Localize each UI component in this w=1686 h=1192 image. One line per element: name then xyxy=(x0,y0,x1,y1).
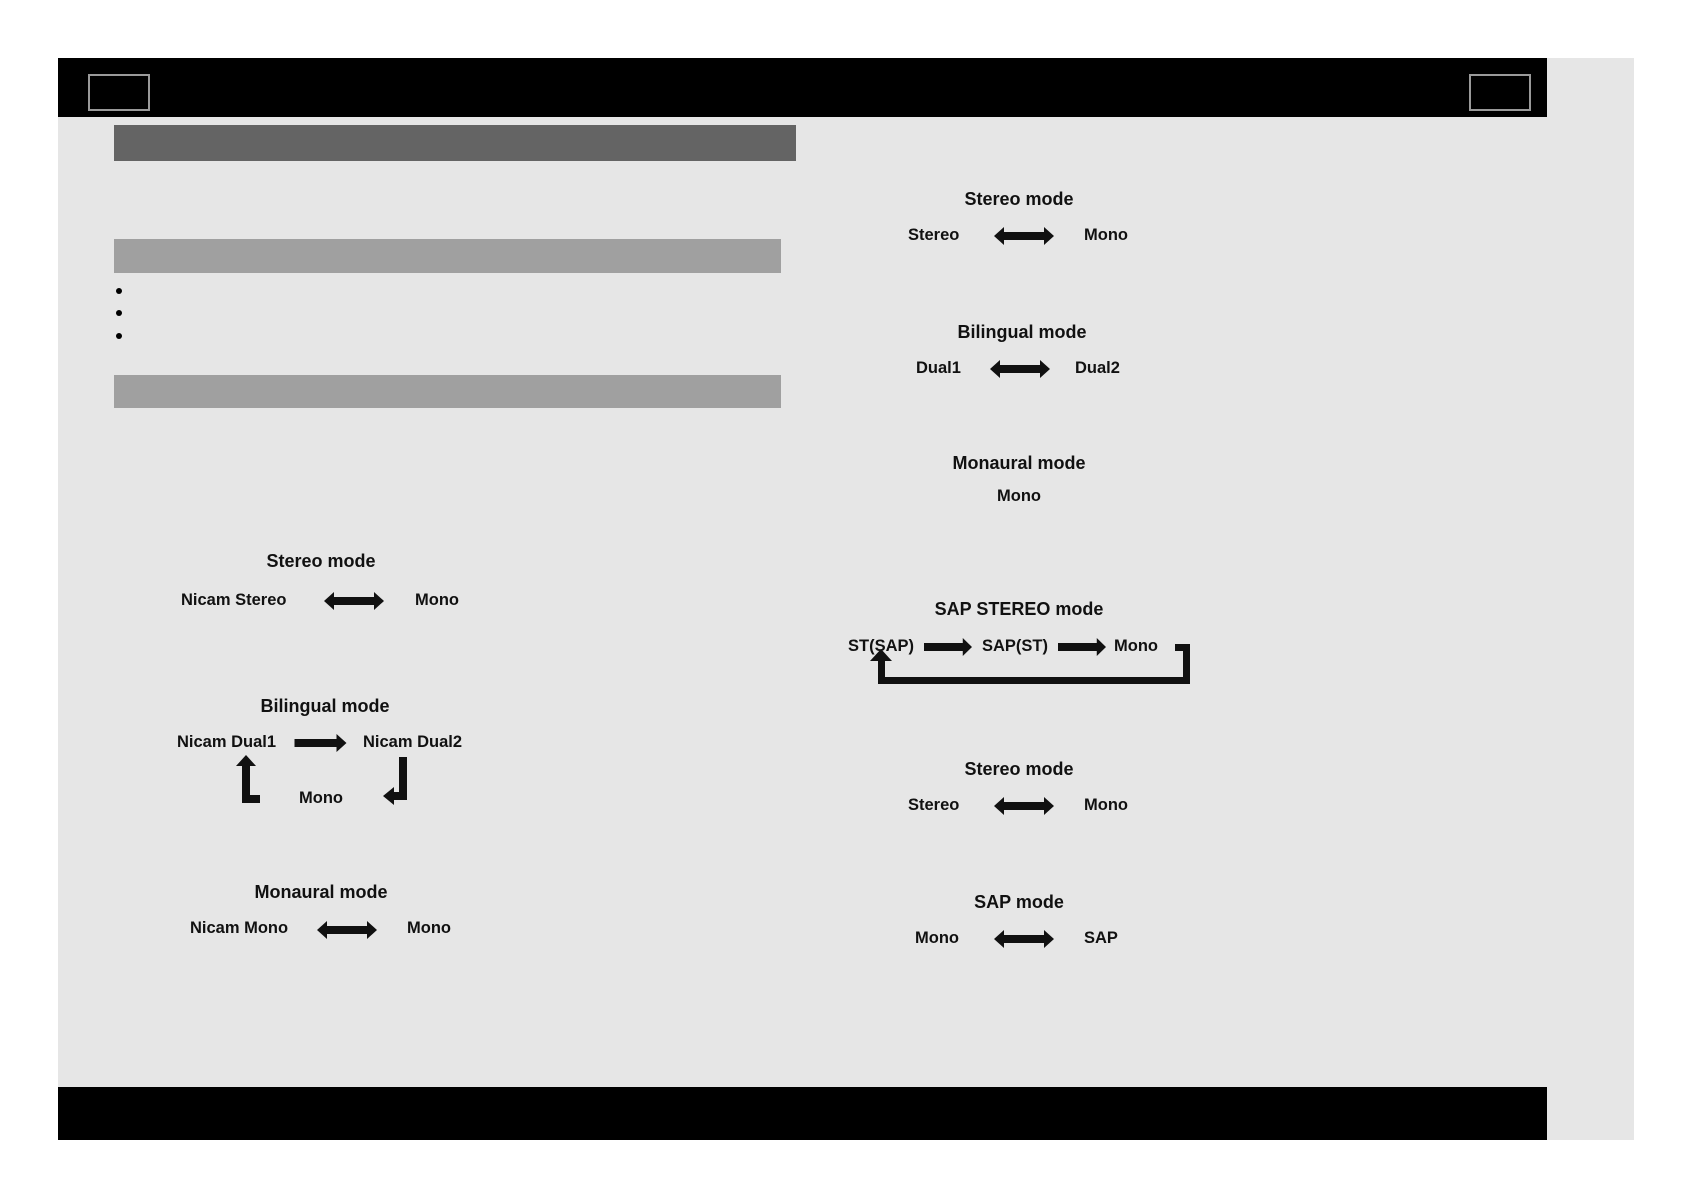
mode-title: SAP STEREO mode xyxy=(934,599,1104,619)
mode-label: SAP xyxy=(1084,929,1118,947)
footer-bar xyxy=(58,1087,1547,1140)
mode-label: Mono xyxy=(1084,796,1128,814)
return-arrow-icon xyxy=(236,755,262,803)
mode-label: Dual2 xyxy=(1075,359,1120,377)
mode-label: Dual1 xyxy=(916,359,961,377)
right-arrow-icon xyxy=(294,733,347,753)
return-arrow-icon xyxy=(383,757,409,805)
bullet-point xyxy=(116,310,122,316)
mode-label: Mono xyxy=(1114,637,1158,655)
mode-title: Monaural mode xyxy=(254,882,388,902)
mode-label: Nicam Dual1 xyxy=(177,733,277,751)
double-arrow-icon xyxy=(993,226,1055,246)
page-number-box-left xyxy=(88,74,150,111)
mode-title: Bilingual mode xyxy=(957,322,1087,342)
mode-label: Nicam Dual2 xyxy=(363,733,463,751)
mode-label: Mono xyxy=(1084,226,1128,244)
bullet-point xyxy=(116,333,122,339)
mode-label: SAP(ST) xyxy=(982,637,1048,655)
mode-label: ST(SAP) xyxy=(848,637,914,655)
mode-label: Nicam Mono xyxy=(190,919,289,937)
mode-label: Mono xyxy=(299,789,343,807)
loop-arrow-icon xyxy=(870,642,1194,684)
mode-label: Stereo xyxy=(908,796,960,814)
mode-title: Monaural mode xyxy=(952,453,1086,473)
page-number-box-right xyxy=(1469,74,1531,111)
page-background xyxy=(58,58,1634,1140)
double-arrow-icon xyxy=(993,796,1055,816)
header-bar xyxy=(58,58,1547,117)
mode-label: Nicam Stereo xyxy=(181,591,287,609)
mode-title: Stereo mode xyxy=(266,551,376,571)
mode-label: Mono xyxy=(997,487,1041,505)
section-heading-bar xyxy=(114,125,796,161)
double-arrow-icon xyxy=(316,920,378,940)
double-arrow-icon xyxy=(993,929,1055,949)
mode-title: Stereo mode xyxy=(964,759,1074,779)
mode-label: Mono xyxy=(407,919,451,937)
mode-title: Stereo mode xyxy=(964,189,1074,209)
mode-label: Mono xyxy=(915,929,959,947)
subsection-heading-bar-2 xyxy=(114,375,781,408)
mode-label: Stereo xyxy=(908,226,960,244)
subsection-heading-bar-1 xyxy=(114,239,781,273)
mode-label: Mono xyxy=(415,591,459,609)
mode-title: SAP mode xyxy=(974,892,1064,912)
double-arrow-icon xyxy=(989,359,1051,379)
mode-title: Bilingual mode xyxy=(260,696,390,716)
bullet-point xyxy=(116,288,122,294)
double-arrow-icon xyxy=(323,591,385,611)
